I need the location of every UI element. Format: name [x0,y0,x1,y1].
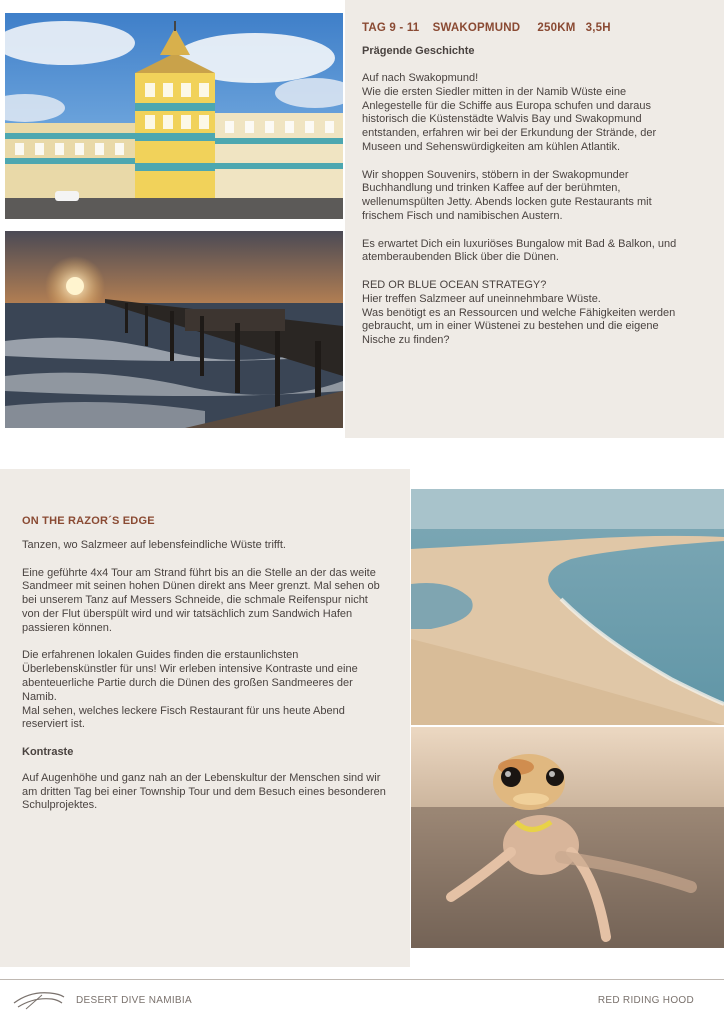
section2-paragraph-2: Eine geführte 4x4 Tour am Strand führt bis an die Stelle an der das weite Sandmeer mit seinen hohen Dünen direkt ans Meer grenzt. Mal sehen ob bei unserem Tanz auf Messers Schneide, die schmale Reifenspur nicht von der Flut überspült wird und wir tatsächlich zum Sandwich Hafen passieren können. [22,566,380,634]
distance-duration: 250KM 3,5H [537,22,611,34]
section2-body [22,539,387,813]
section1-panel [345,0,724,438]
section1-paragraph-2: Wir shoppen Souvenirs, stöbern in der Swakopmunder Buchhandlung und trinken Kaffee auf der berühmten, wellenumspülten Jetty. Abends locken gute Restaurants mit frischem Fisch und namibischen Austern. [362,168,652,222]
photo-jetty-sunset [5,231,343,428]
brand-logo-icon [12,989,67,1011]
footer-right-text: RED RIDING HOOD [597,995,694,1006]
section1-paragraph-4: RED OR BLUE OCEAN STRATEGY? Hier treffen Salzmeer auf uneinnehmbare Wüste. Was benötigt es an Ressourcen und welche Fähigkeiten werden gebraucht, um in einer Wüstenei zu bestehen und die eigene Nische zu finden? [362,278,676,347]
photo-gecko [411,727,724,948]
photo-sand-spit [411,489,724,725]
section1-paragraph-1: Auf nach Swakopmund! Wie die ersten Siedler mitten in der Namib Wüste eine Anlegestelle für die Schiffe aus Europa schufen und daraus historisch die Küstenstädte Walvis Bay und Swakopmund entstanden, erfahren wir bei der Erkundung der Strände, der Museen und Sehenswürdigkeiten am kühlen Atlantik. [362,72,657,153]
section2-paragraph-3: Die erfahrenen lokalen Guides finden die erstaunlichsten Überlebenskünstler für uns! Wir erleben intensive Kontraste und eine abenteuerliche Partie durch die Dünen des großen Sandmeeres der Namib. Mal sehen, welches leckere Fisch Restaurant für uns heute Abend reserviert ist. [22,649,358,731]
destination: SWAKOPMUND [432,22,521,34]
section2-subheading: Kontraste [22,745,74,758]
section2-heading: ON THE RAZOR´S EDGE [22,515,155,527]
footer-brand: DESERT DIVE NAMIBIA [76,995,192,1006]
section1-paragraph-3: Es erwartet Dich ein luxuriöses Bungalow mit Bad & Balkon, und atemberaubenden Blick über die Dünen. [362,237,677,264]
section2-paragraph-1: Tanzen, wo Salzmeer auf lebensfeindliche Wüste trifft. [22,539,286,551]
day-range: TAG 9 - 11 [362,22,420,34]
section2-panel [0,469,410,967]
photo-swakopmund-building [5,13,343,219]
section1-subtitle: Prägende Geschichte [362,45,475,57]
section2-paragraph-4: Auf Augenhöhe und ganz nah an der Lebenskultur der Menschen sind wir am dritten Tag bei einer Township Tour und dem Besuch eines besonderen Schulprojektes. [22,771,386,812]
section1-body [362,72,682,348]
footer-divider [0,979,724,980]
section1-heading [362,22,712,34]
